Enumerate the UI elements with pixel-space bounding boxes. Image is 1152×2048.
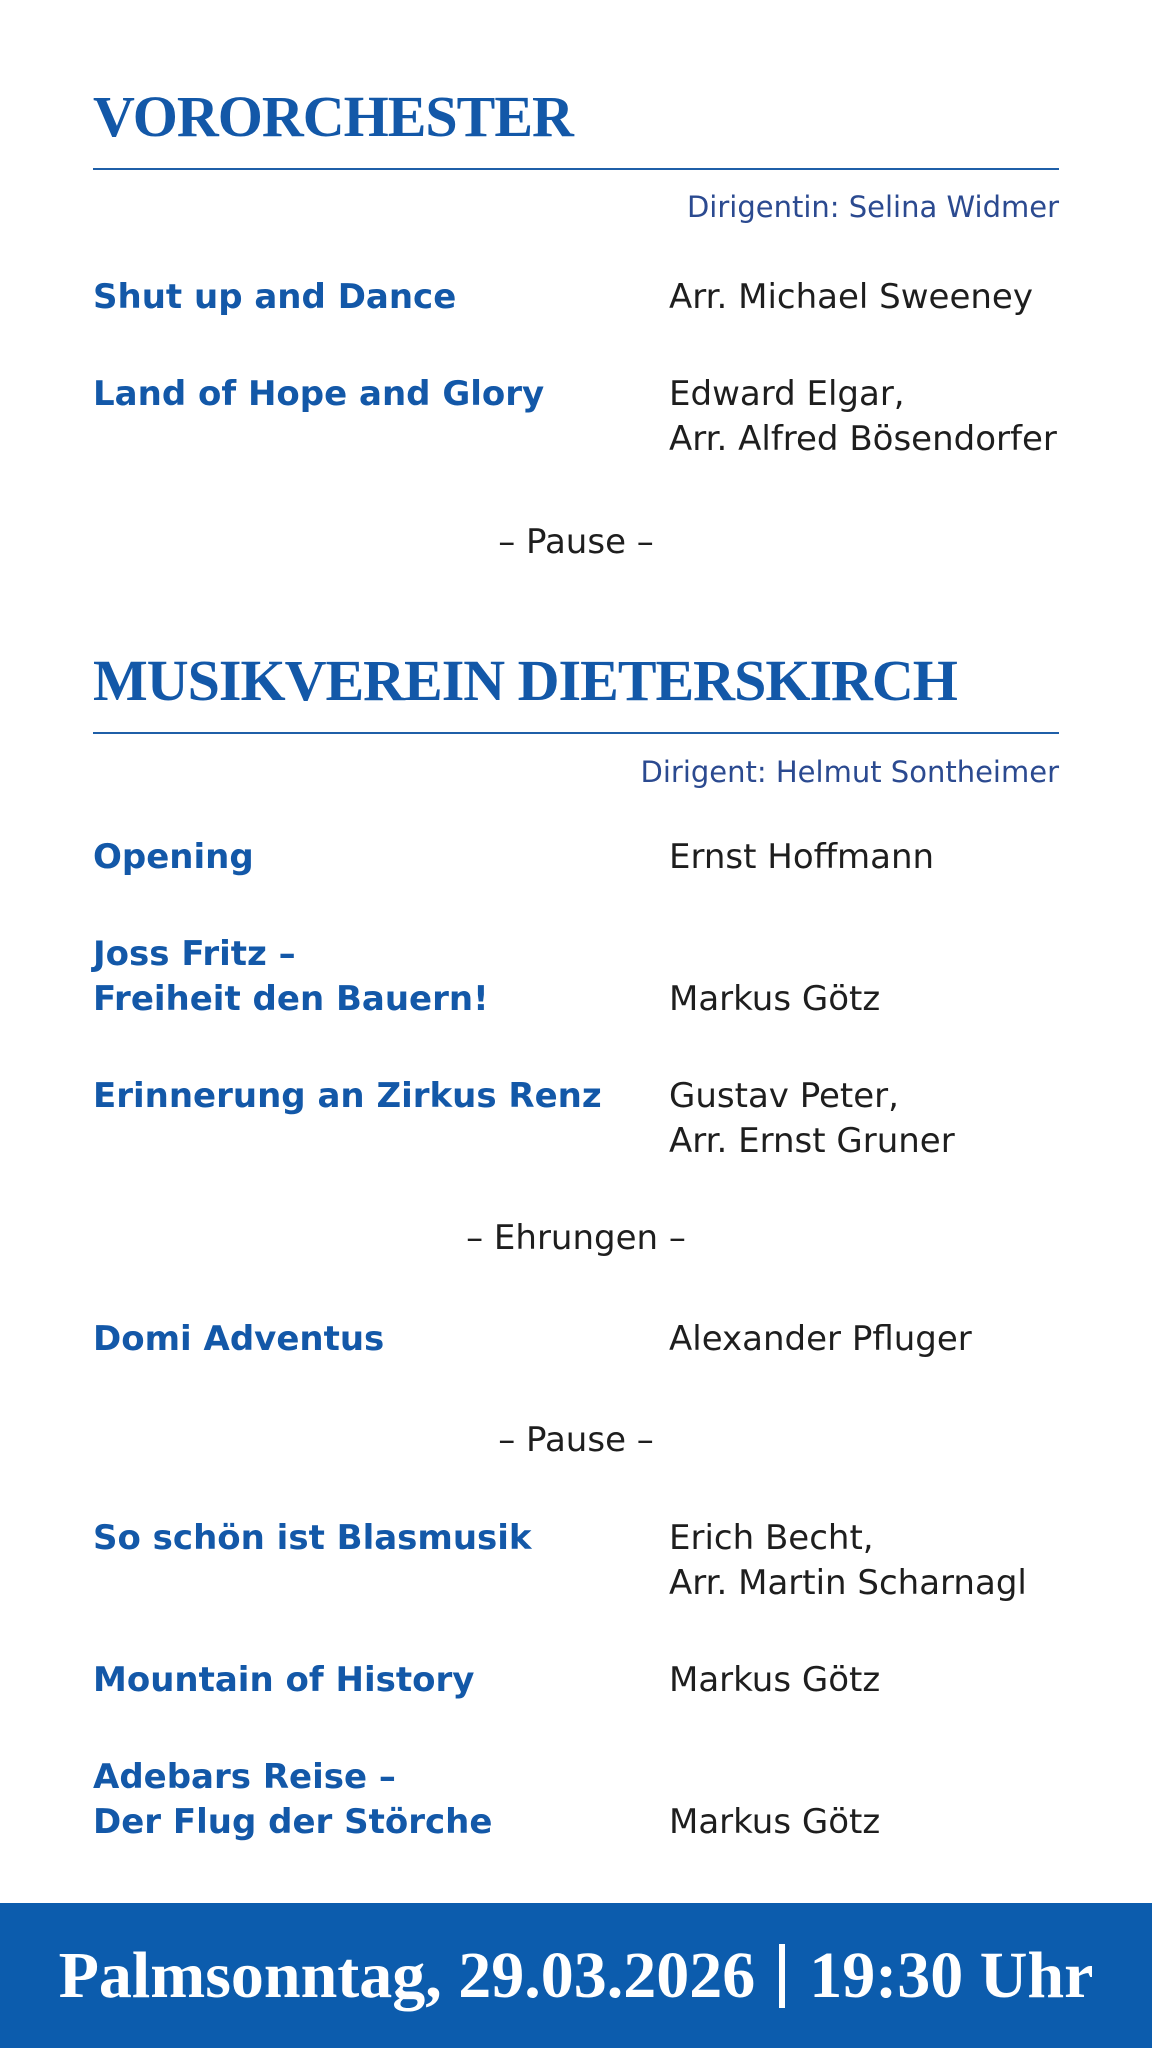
composer-line: Arr. Alfred Bösendorfer xyxy=(669,419,1057,459)
conductor-label: Dirigent: Helmut Sontheimer xyxy=(640,755,1059,789)
piece-title: Mountain of History xyxy=(93,1660,475,1700)
piece-title: Erinnerung an Zirkus Renz xyxy=(93,1076,602,1116)
section-musikverein-header xyxy=(93,648,1059,734)
footer-banner xyxy=(0,1903,1152,2048)
divider xyxy=(779,1944,785,2008)
piece-title: Domi Adventus xyxy=(93,1319,385,1359)
piece-composer xyxy=(669,372,1089,462)
event-date: Palmsonntag, 29.03.2026 xyxy=(58,1938,756,2012)
piece-title: Opening xyxy=(93,837,254,877)
composer-line: Gustav Peter, xyxy=(669,1076,899,1116)
section-vororchester-header xyxy=(93,84,1059,170)
piece-composer xyxy=(669,1516,1089,1606)
composer-line: Erich Becht, xyxy=(669,1518,874,1558)
pause-label: – Pause – xyxy=(498,1420,654,1460)
piece-title xyxy=(93,1755,653,1845)
section-title: VORORCHESTER xyxy=(93,84,573,149)
pause-label: – Pause – xyxy=(498,522,654,562)
title-line: Adebars Reise – xyxy=(93,1757,396,1797)
conductor-label: Dirigentin: Selina Widmer xyxy=(686,190,1059,224)
piece-composer: Ernst Hoffmann xyxy=(669,837,935,877)
piece-title: Shut up and Dance xyxy=(93,277,457,317)
title-line: Freiheit den Bauern! xyxy=(93,979,489,1019)
piece-composer: Markus Götz xyxy=(669,1660,881,1700)
piece-title xyxy=(93,932,653,1022)
composer-line: Arr. Martin Scharnagl xyxy=(669,1563,1027,1603)
honors-label: – Ehrungen – xyxy=(466,1218,686,1258)
piece-composer: Markus Götz xyxy=(669,1802,881,1842)
title-line: Der Flug der Störche xyxy=(93,1802,493,1842)
piece-composer: Markus Götz xyxy=(669,979,881,1019)
piece-composer: Alexander Pfluger xyxy=(669,1319,972,1359)
section-title: MUSIKVEREIN DIETERSKIRCH xyxy=(93,648,957,713)
piece-composer xyxy=(669,1074,1089,1164)
piece-composer: Arr. Michael Sweeney xyxy=(669,277,1033,317)
piece-title: Land of Hope and Glory xyxy=(93,374,545,414)
title-line: Joss Fritz – xyxy=(93,934,296,974)
piece-title: So schön ist Blasmusik xyxy=(93,1518,532,1558)
composer-line: Arr. Ernst Gruner xyxy=(669,1121,955,1161)
event-time: 19:30 Uhr xyxy=(809,1938,1094,2012)
composer-line: Edward Elgar, xyxy=(669,374,905,414)
